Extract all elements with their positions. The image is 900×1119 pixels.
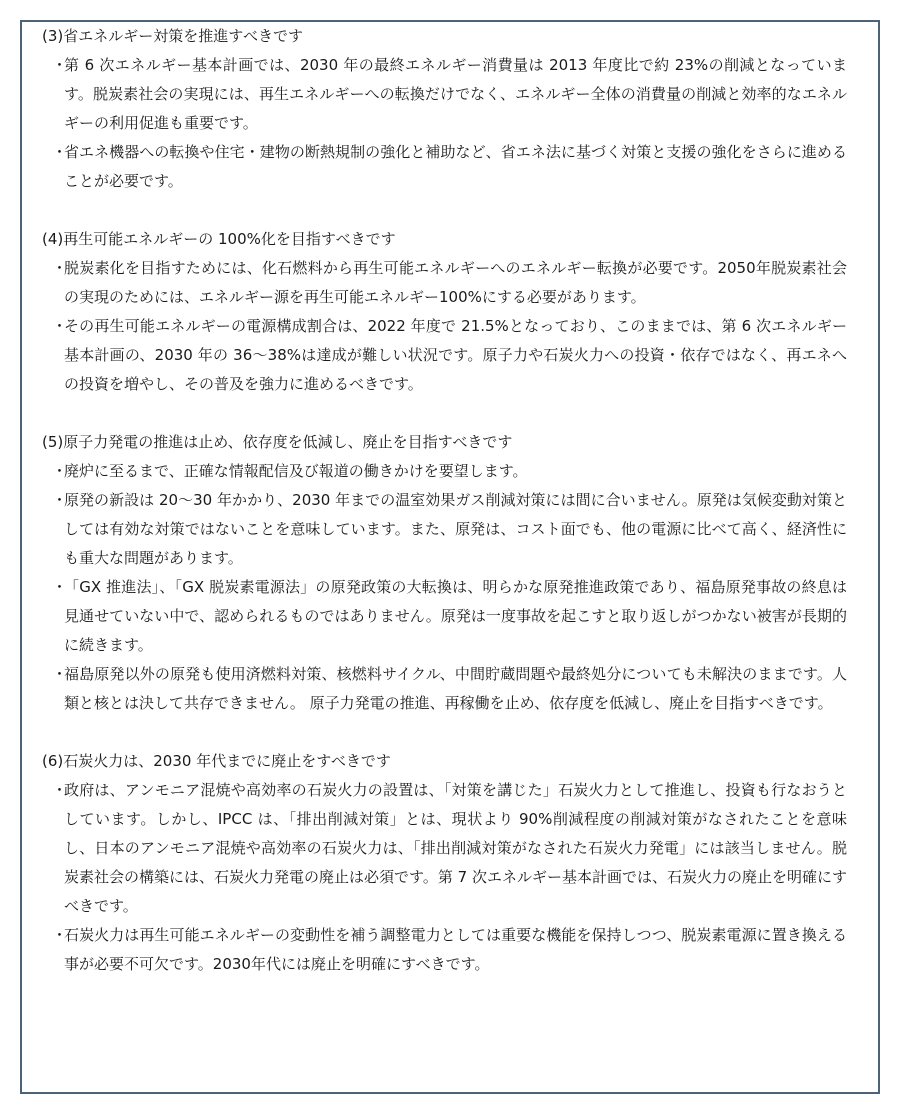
- list-item-text: 脱炭素化を目指すためには、化石燃料から再生可能エネルギーへのエネルギー転換が必要です。2050年脱炭素社会の実現のためには、エネルギー源を再生可能エネルギー100%にする必要があります。: [64, 259, 847, 306]
- bullet: ・: [52, 143, 68, 161]
- bullet: ・: [52, 56, 68, 74]
- bullet: ・: [52, 665, 68, 683]
- bullet: ・: [52, 259, 68, 277]
- section-heading: (5)原子力発電の推進は止め、依存度を低減し、廃止を目指すべきです: [42, 433, 513, 451]
- bullet: ・: [52, 491, 68, 509]
- list-item-text: 原発の新設は 20～30 年かかり、2030 年までの温室効果ガス削減対策には間に合いません。原発は気候変動対策としては有効な対策ではないことを意味しています。また、原発は、コスト面でも、他の電源に比べて高く、経済性にも重大な問題があります。: [64, 491, 847, 567]
- list-item: [42, 51, 847, 138]
- section-heading: (4)再生可能エネルギーの 100%化を目指すべきです: [42, 230, 396, 248]
- list-item: [42, 254, 847, 312]
- list-item-text: 廃炉に至るまで、正確な情報配信及び報道の働きかけを要望します。: [64, 462, 528, 480]
- list-item: [42, 660, 847, 718]
- list-item: [42, 312, 847, 399]
- section-nuclear-power: [42, 428, 847, 718]
- list-item-text: 福島原発以外の原発も使用済燃料対策、核燃料サイクル、中間貯蔵問題や最終処分についても未解決のままです。人類と核とは決して共存できません。 原子力発電の推進、再稼働を止め、依存度を低減し、廃止を目指すべきです。: [64, 665, 847, 712]
- section-renewable-energy: [42, 225, 847, 399]
- bullet: ・: [52, 462, 68, 480]
- bullet: ・: [52, 578, 68, 596]
- list-item-text: 省エネ機器への転換や住宅・建物の断熱規制の強化と補助など、省エネ法に基づく対策と支援の強化をさらに進めることが必要です。: [64, 143, 847, 190]
- section-coal-power: [42, 747, 847, 979]
- bullet: ・: [52, 926, 68, 944]
- list-item-text: その再生可能エネルギーの電源構成割合は、2022 年度で 21.5%となっており、このままでは、第 6 次エネルギー基本計画の、2030 年の 36～38%は達成が難しい状況です。原子力や石炭火力への投資・依存ではなく、再エネへの投資を増やし、その普及を強力に進めるべきです。: [64, 317, 847, 393]
- list-item-text: 第 6 次エネルギー基本計画では、2030 年の最終エネルギー消費量は 2013 年度比で約 23%の削減となっています。脱炭素社会の実現には、再生エネルギーへの転換だけでなく、エネルギー全体の消費量の削減と効率的なエネルギーの利用促進も重要です。: [64, 56, 847, 132]
- list-item-text: 石炭火力は再生可能エネルギーの変動性を補う調整電力としては重要な機能を保持しつつ、脱炭素電源に置き換える事が必要不可欠です。2030年代には廃止を明確にすべきです。: [64, 926, 847, 973]
- bullet: ・: [52, 781, 68, 799]
- list-item-text: 「GX 推進法」、「GX 脱炭素電源法」の原発政策の大転換は、明らかな原発推進政策であり、福島原発事故の終息は見通せていない中で、認められるものではありません。原発は一度事故を起こすと取り返しがつかない被害が長期的に続きます。: [64, 578, 847, 654]
- section-energy-saving: [42, 22, 847, 196]
- list-item-text: 政府は、アンモニア混焼や高効率の石炭火力の設置は、「対策を講じた」石炭火力として推進し、投資も行なおうとしています。しかし、IPCC は、「排出削減対策」とは、現状より 90%削減程度の削減対策がなされたことを意味し、日本のアンモニア混焼や高効率の石炭火力は、「排出削減対策がなされた石炭火力発電」には該当しません。脱炭素社会の構築には、石炭火力発電の廃止は必須です。第 7 次エネルギー基本計画では、石炭火力の廃止を明確にすべきです。: [64, 781, 847, 915]
- list-item: [42, 457, 847, 486]
- list-item: [42, 776, 847, 921]
- document-body: [42, 22, 847, 1008]
- list-item: [42, 486, 847, 573]
- section-heading: (6)石炭火力は、2030 年代までに廃止をすべきです: [42, 752, 391, 770]
- bullet: ・: [52, 317, 68, 335]
- section-heading: (3)省エネルギー対策を推進すべきです: [42, 27, 303, 45]
- list-item: [42, 921, 847, 979]
- list-item: [42, 573, 847, 660]
- list-item: [42, 138, 847, 196]
